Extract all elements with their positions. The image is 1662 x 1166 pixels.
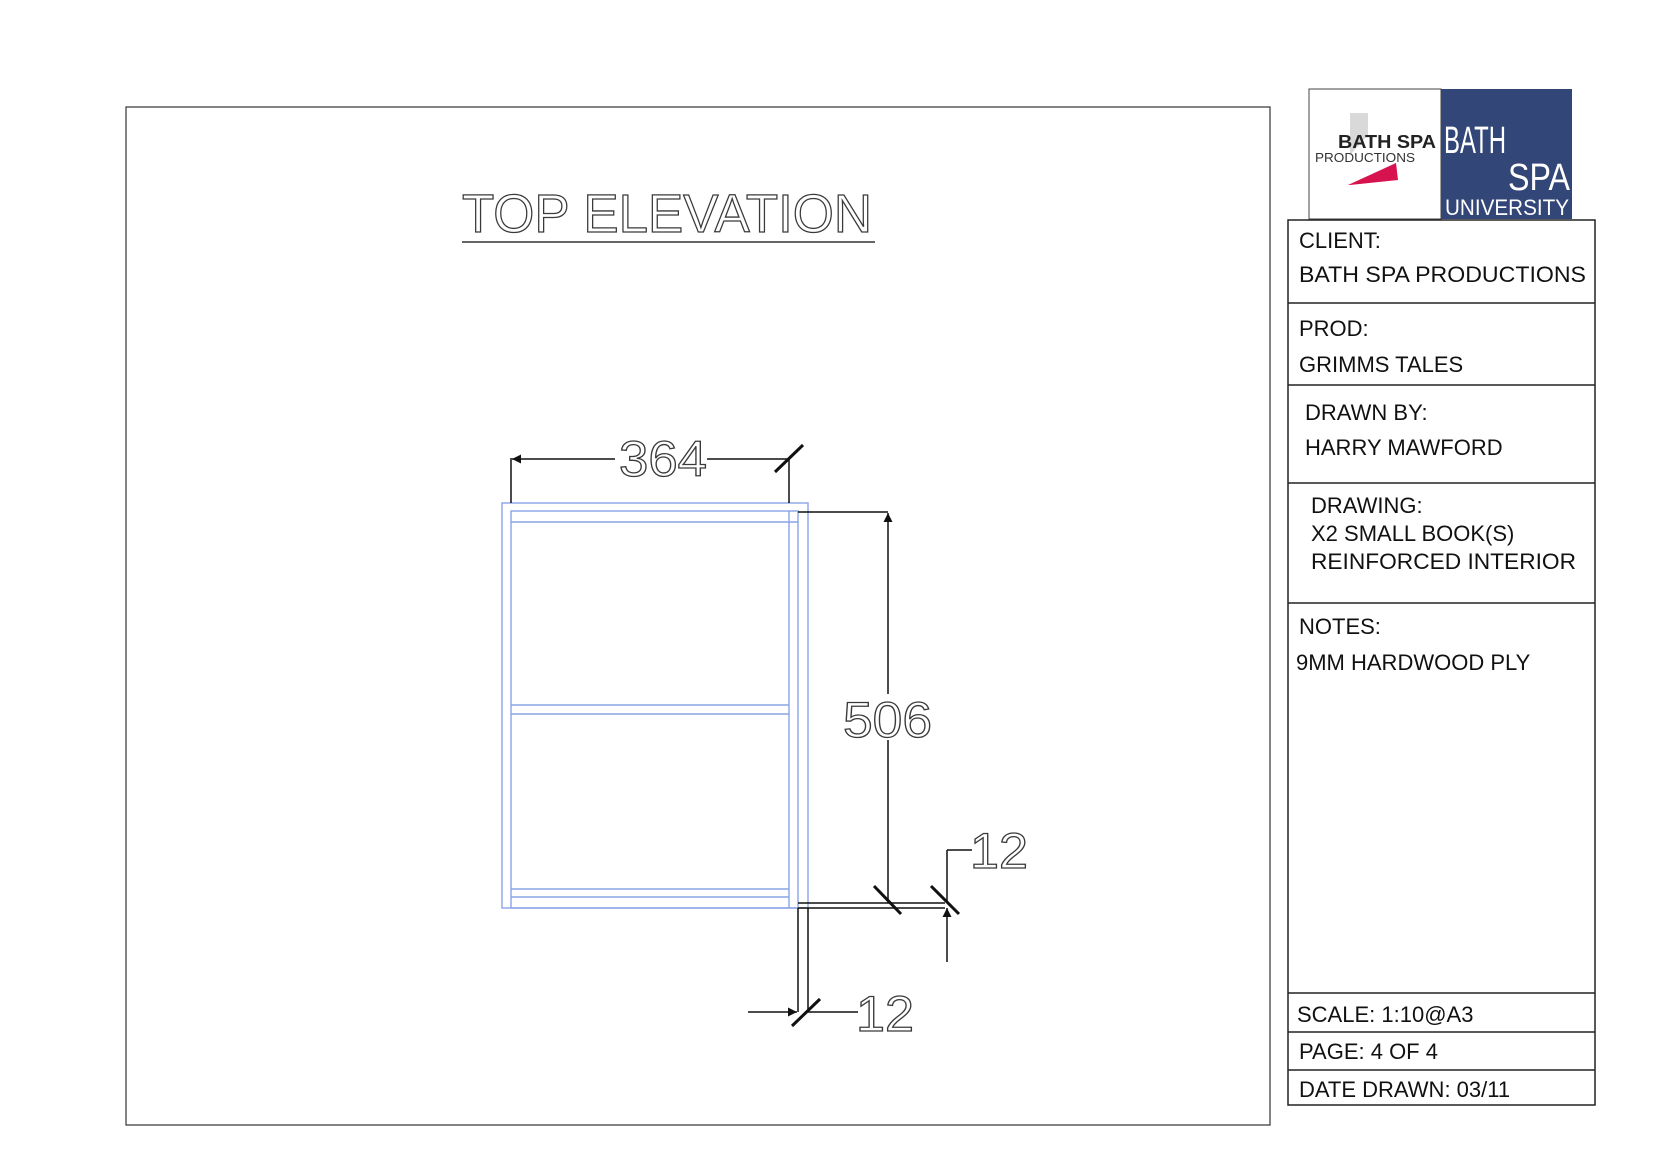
productions-logo-line2: PRODUCTIONS xyxy=(1315,150,1416,165)
bath-spa-productions-logo xyxy=(1309,89,1441,219)
back-board xyxy=(511,511,798,908)
drawing-label: DRAWING: xyxy=(1311,493,1423,518)
date-drawn-text: DATE DRAWN: 03/11 xyxy=(1299,1077,1511,1102)
book-part-outline xyxy=(502,503,808,908)
drawing-value-line1: X2 SMALL BOOK(S) xyxy=(1311,521,1515,546)
prod-label: PROD: xyxy=(1299,316,1369,341)
notes-value: 9MM HARDWOOD PLY xyxy=(1296,650,1531,675)
notes-label: NOTES: xyxy=(1299,614,1381,639)
university-logo-line2: SPA xyxy=(1508,157,1571,199)
productions-logo-line1: BATH SPA xyxy=(1338,132,1436,152)
bath-spa-university-logo xyxy=(1441,89,1572,220)
width-dimension-label: 364 xyxy=(619,431,707,487)
drawing-value-line2: REINFORCED INTERIOR xyxy=(1311,549,1576,574)
drawn-by-label: DRAWN BY: xyxy=(1305,400,1428,425)
right-thickness-dimension xyxy=(798,850,972,962)
client-value: BATH SPA PRODUCTIONS xyxy=(1299,262,1586,287)
drawn-by-value: HARRY MAWFORD xyxy=(1305,435,1503,460)
scale-text: SCALE: 1:10@A3 xyxy=(1297,1002,1474,1027)
client-label: CLIENT: xyxy=(1299,228,1381,253)
bottom-thickness-dimension xyxy=(748,908,858,1026)
thickness-tick xyxy=(931,886,959,914)
bottom-thickness-label: 12 xyxy=(856,986,914,1042)
height-dimension-label: 506 xyxy=(843,692,932,748)
university-logo-line3: UNIVERSITY xyxy=(1445,195,1570,220)
right-thickness-label: 12 xyxy=(970,823,1028,879)
drawing-title: TOP ELEVATION xyxy=(462,184,872,244)
page-text: PAGE: 4 OF 4 xyxy=(1299,1039,1438,1064)
prod-value: GRIMMS TALES xyxy=(1299,352,1464,377)
drawing-frame xyxy=(126,107,1270,1125)
university-logo-line1: BATH xyxy=(1444,120,1506,162)
